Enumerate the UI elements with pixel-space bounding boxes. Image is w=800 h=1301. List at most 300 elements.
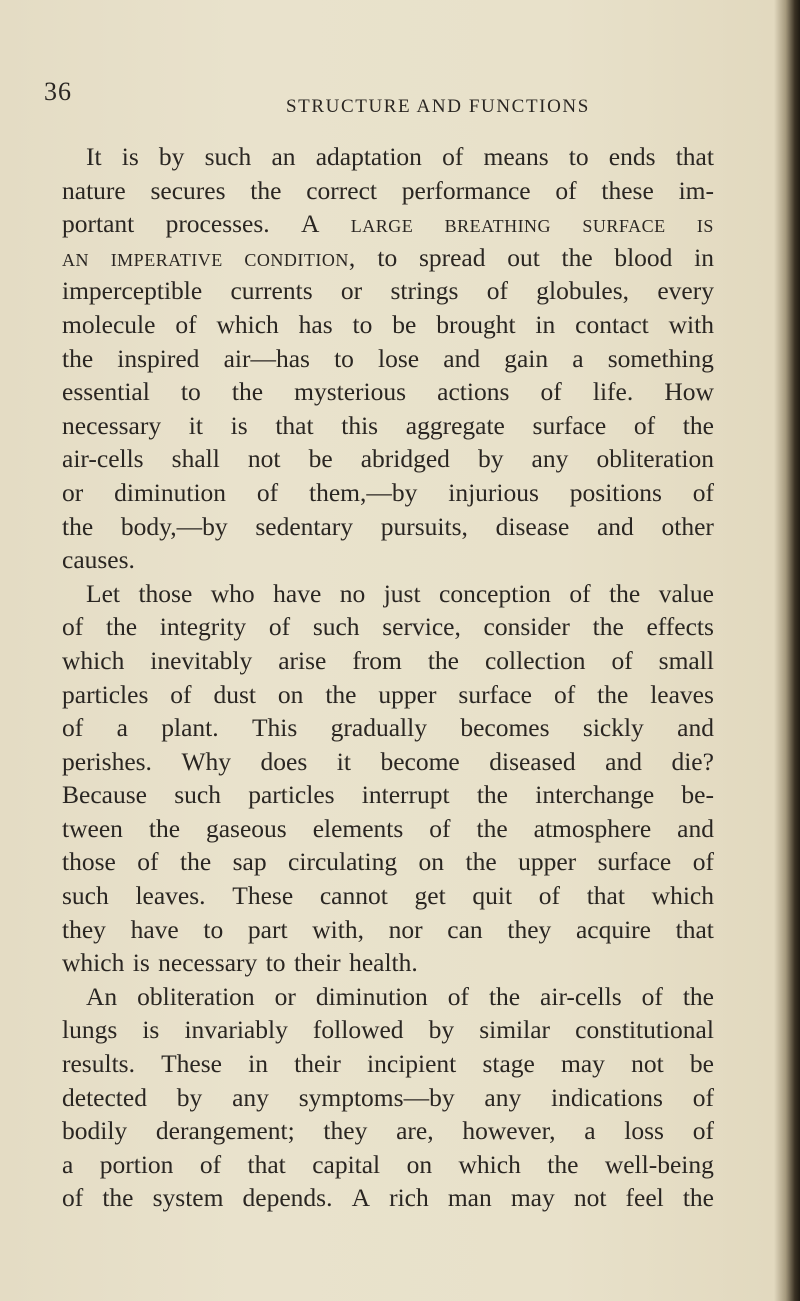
text-word: detected [62,1082,147,1112]
text-line [62,1047,714,1081]
text-word: be [308,444,333,474]
text-word: the [250,175,282,205]
text-word: who [210,578,255,608]
text-word: performance [401,175,531,205]
text-word: the [62,343,94,373]
text-word: and [677,713,714,743]
text-word: Why [181,746,232,776]
text-word: the [682,981,714,1011]
text-word: portant [62,209,135,239]
text-word: has [298,309,333,339]
text-word: causes. [62,545,135,575]
text-word: particles [248,780,335,810]
text-line [62,879,714,913]
text-word: of [268,612,291,642]
text-word: man [447,1183,492,1213]
text-word: the [325,679,357,709]
text-word: to [377,242,398,272]
text-word: which [62,948,125,978]
text-word: means [483,142,549,171]
text-word: or [340,276,363,306]
text-word: may [510,1183,555,1213]
text-word: the [682,1183,714,1213]
text-line [62,1181,714,1215]
text-line [62,1081,714,1115]
text-word: small [658,645,714,675]
text-word: Let [86,578,120,608]
text-word: plant. [161,713,219,743]
text-word: lungs [62,1015,118,1045]
text-word: collection [484,645,586,675]
text-word: processes. [165,209,270,239]
text-word: to [180,377,201,407]
text-word: ends [608,142,656,171]
text-word: These [232,881,294,911]
running-head: STRUCTURE AND FUNCTIONS [286,96,590,117]
text-word: strings [390,276,459,306]
text-word: of [641,981,663,1011]
text-word: that [586,881,625,911]
text-word: a [584,1116,596,1146]
text-word: mysterious [294,377,407,407]
text-word: surface [532,410,607,440]
text-word: their [293,948,341,978]
text-word: results. [62,1049,135,1079]
text-word: that [275,410,314,440]
text-word: abridged [360,444,450,474]
text-word: of [569,578,591,608]
text-word: to [203,914,224,944]
text-word: This [251,713,298,743]
text-word: they [507,914,552,944]
text-word: invariably [184,1015,288,1045]
text-word: life. [592,377,634,407]
text-word: by [176,1082,203,1112]
text-word: with [668,309,714,339]
text-word: health. [349,948,418,978]
text-word: the [561,242,593,272]
text-word: constitutional [575,1015,714,1045]
text-line [62,342,714,376]
text-word: this [341,410,379,440]
text-word: of [692,1082,714,1112]
text-line [62,610,714,644]
text-word: does [260,746,308,776]
text-word: the [105,612,138,642]
text-line [62,442,714,476]
text-word: air-cells [540,981,622,1011]
text-word: imperative [110,242,223,272]
text-word: the [465,847,497,877]
text-word: not [573,1183,607,1213]
text-word: the [102,1183,134,1213]
text-word: be- [681,780,714,810]
text-word: just [383,578,421,608]
text-word: imperceptible [62,276,203,306]
text-word: the [488,981,521,1011]
text-word: is [696,209,714,239]
text-word: the [476,813,508,843]
text-word: atmosphere [533,813,652,843]
text-word: leaves [650,679,714,709]
text-word: system [152,1183,224,1213]
text-word: disease [495,511,570,541]
text-word: necessary [62,410,162,440]
text-word: become [380,746,460,776]
text-word: indications [551,1082,663,1112]
text-line [62,946,714,980]
text-word: incipient [367,1049,457,1079]
text-word: feel [625,1183,664,1213]
text-word: an [62,242,89,272]
text-word: their [294,1049,341,1079]
text-word: the [476,780,508,810]
text-line [62,375,714,409]
text-word: every [657,276,714,306]
text-word: of [62,1183,84,1213]
text-word: blood [614,242,673,272]
text-word: part [247,914,288,944]
text-word: necessary [158,948,258,978]
body-text [62,140,714,1215]
text-word: An [86,981,118,1011]
text-word: of [692,477,714,507]
text-word: which [62,645,125,675]
text-word: get [414,881,446,911]
text-word: other [661,511,714,541]
text-word: bodily [62,1116,128,1146]
text-line [62,1114,714,1148]
text-word: on [277,679,304,709]
text-word: to [334,343,354,373]
text-word: becomes [460,713,550,743]
text-word: by [477,444,504,474]
text-word: gain [504,343,549,373]
text-word: to [352,309,373,339]
text-word: circulating [288,847,398,877]
text-word: secures [150,175,226,205]
text-word: to [568,142,589,171]
text-word: by [428,1015,455,1045]
text-word: of [553,679,576,709]
text-line [62,913,714,947]
text-word: surface [597,847,672,877]
text-word: a [572,343,584,373]
text-word: consider [483,612,570,642]
text-word: surface [458,679,533,709]
text-word: such [312,612,360,642]
text-word: a [62,1149,74,1179]
text-word: such [204,142,252,171]
text-word: pursuits, [380,511,468,541]
text-word: of [137,847,159,877]
text-word: such [62,881,109,911]
text-word: and [677,813,714,843]
text-word: loss [624,1116,664,1146]
text-word: the [179,847,212,877]
text-word: conception [439,578,551,608]
text-word: and [443,343,481,373]
text-word: from [352,645,402,675]
text-word: them,—by [309,477,418,507]
text-word: to [265,948,286,978]
text-word: dust [213,679,256,709]
text-word: any [232,1082,269,1112]
text-line [62,812,714,846]
text-word: and [596,511,634,541]
text-word: is [142,1015,160,1045]
text-word: be [689,1049,714,1079]
text-word: How [664,377,714,407]
text-word: obliteration [596,444,714,474]
text-word: the [609,578,641,608]
text-line [62,745,714,779]
text-word: upper [518,847,577,877]
text-word: be [392,309,417,339]
text-word: inevitably [150,645,253,675]
text-word: the [62,511,94,541]
text-line [62,140,714,174]
text-word: breathing [444,209,552,239]
text-word: rich [389,1183,429,1213]
text-word: have [273,578,322,608]
text-word: tween [62,813,123,843]
text-word: air-cells [62,444,144,474]
text-line [62,644,714,678]
text-word: such [174,780,221,810]
text-word: effects [646,612,714,642]
text-word: not [631,1049,664,1079]
text-word: contact [575,309,649,339]
text-word: the [597,679,629,709]
text-word: which [216,309,279,339]
text-word: currents [230,276,313,306]
text-word: These [161,1049,222,1079]
text-line [62,510,714,544]
text-word: the [547,1149,579,1179]
text-word: diseased [489,746,576,776]
text-word: of [486,276,508,306]
text-word: something [607,343,714,373]
text-word: essential [62,377,150,407]
text-word: can [447,914,483,944]
text-word: A [351,1183,370,1213]
text-word: stage [482,1049,535,1079]
text-word: may [561,1049,605,1079]
text-word: inspired [117,343,200,373]
text-word: no [339,578,366,608]
text-word: not [247,444,281,474]
text-word: aggregate [405,410,505,440]
text-word: any [531,444,569,474]
text-word: that [675,914,714,944]
text-word: globules, [536,276,630,306]
text-word: depends. [242,1183,333,1213]
text-word: is [121,142,139,171]
text-word: of [447,981,469,1011]
text-word: that [247,1149,286,1179]
text-word: those [138,578,193,608]
text-word: of [175,309,197,339]
text-line [62,980,714,1014]
text-word: gradually [330,713,427,743]
text-word: sickly [582,713,644,743]
text-word: of [692,1116,714,1146]
text-word: followed [312,1015,404,1045]
text-word: or [274,981,296,1011]
text-word: elements [312,813,404,843]
text-line [62,1013,714,1047]
text-word: integrity [159,612,247,642]
text-word: and [605,746,642,776]
text-word: body,—by [120,511,228,541]
text-line [62,174,714,208]
text-word: nor [388,914,423,944]
text-word: however, [462,1116,556,1146]
text-word: have [130,914,179,944]
text-word: sap [232,847,267,877]
text-word: of [692,847,714,877]
text-word: are, [396,1116,434,1146]
text-word: It [86,142,102,171]
text-word: molecule [62,309,156,339]
text-word: acquire [575,914,651,944]
text-word: well-being [604,1149,714,1179]
text-word: lose [378,343,420,373]
text-line [62,711,714,745]
text-word: positions [569,477,662,507]
text-word: in [694,242,714,272]
text-word: adaptation [315,142,422,171]
text-word: the [592,612,624,642]
text-word: perishes. [62,746,152,776]
page-number: 36 [44,77,72,106]
text-word: is [132,948,150,978]
text-word: brought [436,309,516,339]
text-word: in [248,1049,268,1079]
text-word: by [158,142,185,171]
text-word: of [611,645,633,675]
text-line [62,409,714,443]
text-word: interchange [535,780,655,810]
text-word: gaseous [205,813,287,843]
text-word: A [300,209,320,239]
text-word: which [458,1149,521,1179]
text-word: an [271,142,296,171]
text-word: which [651,881,714,911]
text-word: it [188,410,203,440]
text-word: of [62,713,84,743]
text-word: of [555,175,577,205]
text-word: is [230,410,248,440]
text-word: these [601,175,654,205]
text-word: upper [378,679,437,709]
text-word: derangement; [155,1116,295,1146]
text-word: on [406,1149,433,1179]
text-word: the [148,813,181,843]
text-word: similar [479,1015,551,1045]
text-word: with, [312,914,364,944]
text-word: diminution [315,981,428,1011]
text-word: of [429,813,451,843]
text-line [62,543,714,577]
text-word: out [507,242,540,272]
page-edge-shadow [774,0,800,1301]
text-word: of [199,1149,222,1179]
text-word: or [62,477,84,507]
text-word: symptoms—by [298,1082,455,1112]
text-word: in [535,309,556,339]
text-word: die? [671,746,714,776]
text-line [62,678,714,712]
text-word: the [682,410,714,440]
text-word: capital [312,1149,381,1179]
text-word: of [170,679,192,709]
text-word: surface [582,209,666,239]
text-line [62,577,714,611]
text-word: Because [62,780,147,810]
text-word: diminution [114,477,227,507]
text-word: sedentary [255,511,354,541]
text-line [62,241,714,275]
text-line [62,1148,714,1182]
text-word: obliteration [137,981,255,1011]
text-word: value [658,578,714,608]
text-line [62,476,714,510]
text-word: correct [306,175,377,205]
text-word: of [442,142,464,171]
text-word: leaves. [135,881,206,911]
text-word: it [336,746,351,776]
text-word: large [350,209,414,239]
text-word: those [62,847,116,877]
text-word: the [231,377,264,407]
text-word: of [62,612,84,642]
text-word: shall [171,444,220,474]
text-word: im- [678,175,714,205]
text-word: injurious [448,477,539,507]
text-word: nature [62,175,126,205]
text-word: the [427,645,459,675]
text-word: a [116,713,128,743]
text-word: they [323,1116,368,1146]
text-word: on [418,847,445,877]
text-word: cannot [319,881,388,911]
text-line [62,778,714,812]
text-word: that [675,142,714,171]
text-line [62,207,714,241]
text-word: of [633,410,656,440]
text-word: spread [418,242,486,272]
text-word: they [62,914,106,944]
text-line [62,845,714,879]
text-word: air—has [223,343,310,373]
text-line [62,308,714,342]
text-word: of [538,881,561,911]
text-word: interrupt [361,780,450,810]
text-word: any [484,1082,522,1112]
text-word: portion [99,1149,174,1179]
text-word: particles [62,679,149,709]
text-word: condition, [244,242,356,272]
text-word: of [256,477,279,507]
text-line [62,274,714,308]
text-word: service, [382,612,461,642]
text-word: of [540,377,562,407]
text-word: arise [278,645,327,675]
text-word: actions [437,377,510,407]
text-word: quit [472,881,513,911]
